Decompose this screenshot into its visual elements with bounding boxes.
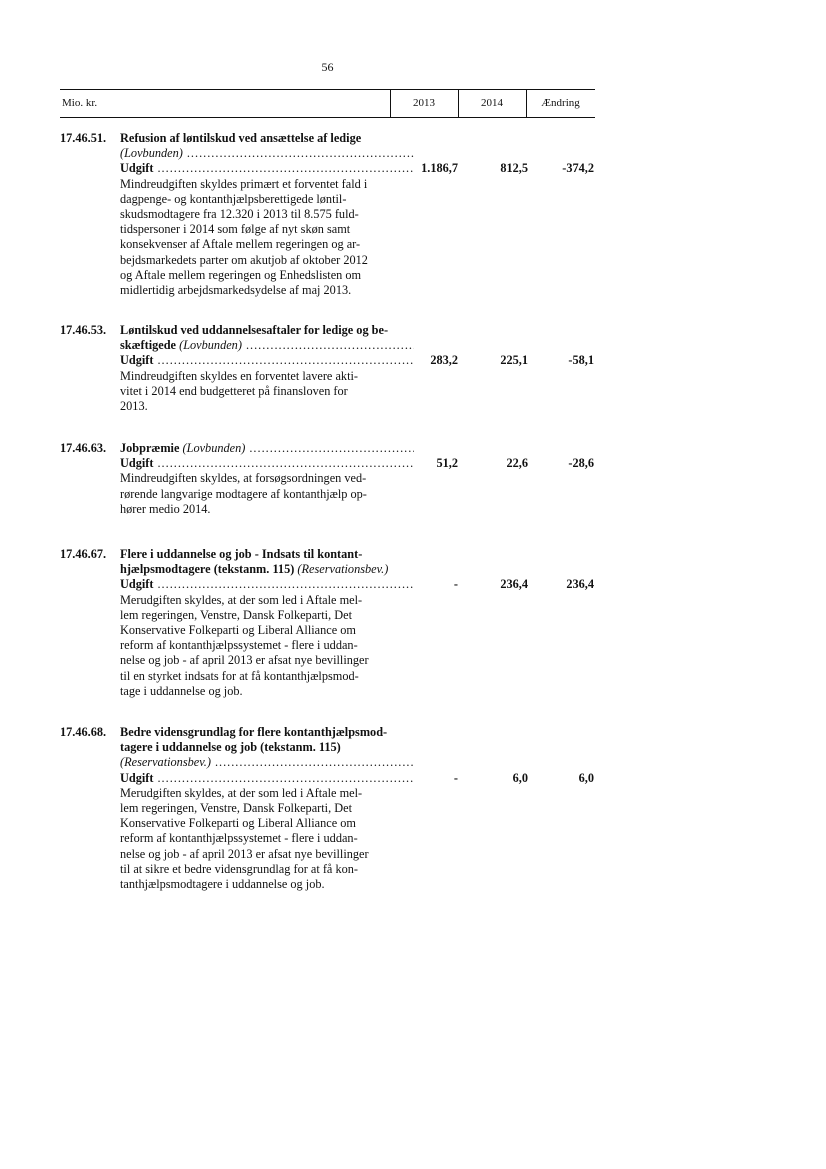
entry-text	[120, 177, 414, 299]
entry-text	[120, 471, 414, 517]
udgift-line	[120, 771, 414, 786]
header-change: Ændring	[541, 97, 580, 109]
entry-subtitle: (Lovbunden)	[179, 338, 242, 353]
text-line: rørende langvarige modtagere af kontanthjælp op-	[120, 486, 367, 501]
value-change: 6,0	[578, 770, 594, 785]
dot-leader	[187, 146, 414, 161]
value-change: -374,2	[562, 161, 594, 176]
entry-subtitle: (Lovbunden)	[182, 441, 246, 455]
entry-number: 17.46.68.	[60, 725, 107, 739]
text-line: skudsmodtagere fra 12.320 i 2013 til 8.575 fuld-	[120, 207, 359, 222]
entry-subtitle: (Reservationsbev.)	[297, 562, 389, 577]
entry-title: Løntilskud ved uddannelsesaftaler for ledige og be-	[120, 323, 389, 337]
entry-title: Jobpræmie	[120, 441, 180, 455]
text-line: dagpenge- og kontanthjælpsberettigede løntil-	[120, 191, 347, 206]
text-line: tanthjælpsmodtagere i uddannelse og job.	[120, 877, 325, 892]
text-line: lem regeringen, Venstre, Dansk Folkeparti, Det	[120, 607, 352, 622]
text-line: til en styrket indsats for at få kontanthjælpsmod-	[120, 668, 359, 683]
entry-subtitle-line	[120, 441, 414, 456]
header-label: Mio. kr.	[62, 97, 98, 109]
entry-title-line2: tagere i uddannelse og job (tekstanm. 115)	[120, 740, 341, 755]
text-line: Konservative Folkeparti og Liberal Alliance om	[120, 816, 356, 831]
text-line: reform af kontanthjælpssystemet - flere i uddan-	[120, 638, 358, 653]
text-line: midlertidig arbejdsmarkedsydelse af maj 2013.	[120, 283, 352, 298]
entry-title-tail: skæftigede	[120, 338, 177, 353]
text-line: og Aftale mellem regeringen og Enhedslisten om	[120, 267, 362, 282]
udgift-line	[120, 456, 414, 471]
text-line: konsekvenser af Aftale mellem regeringen og ar-	[120, 237, 361, 252]
udgift-line	[120, 161, 414, 176]
entry-subtitle-line	[120, 338, 414, 353]
text-line: nelse og job - af april 2013 er afsat nye bevillinger	[120, 653, 369, 668]
text-line: tage i uddannelse og job.	[120, 683, 243, 698]
dot-leader	[157, 353, 414, 368]
entry-number: 17.46.63.	[60, 441, 107, 455]
entry-title-tail: hjælpsmodtagere (tekstanm. 115)	[120, 562, 295, 577]
text-line: hører medio 2014.	[120, 501, 211, 516]
entry-subtitle: (Reservationsbev.)	[120, 755, 211, 770]
text-line: Merudgiften skyldes, at der som led i Aftale mel-	[120, 592, 363, 607]
text-line: bejdsmarkedets parter om akutjob af oktober 2012	[120, 252, 368, 267]
value-2013: 51,2	[436, 456, 458, 471]
dot-leader	[215, 755, 414, 770]
text-line: Merudgiften skyldes, at der som led i Aftale mel-	[120, 785, 363, 800]
value-2014: 22,6	[506, 456, 528, 471]
value-2014: 6,0	[512, 770, 528, 785]
header-2014: 2014	[481, 97, 503, 109]
page-number: 56	[321, 60, 334, 74]
text-line: vitet i 2014 end budgetteret på finansloven for	[120, 383, 348, 398]
entry-title: Bedre vidensgrundlag for flere kontanthjælpsmod-	[120, 725, 388, 739]
dot-leader	[157, 771, 414, 786]
value-2013: -	[453, 577, 458, 592]
entry-subtitle-line	[120, 146, 414, 161]
text-line: til at sikre et bedre vidensgrundlag for at få kon-	[120, 861, 358, 876]
entry-subtitle: (Lovbunden)	[120, 146, 183, 161]
value-2014: 236,4	[500, 577, 528, 592]
text-line: nelse og job - af april 2013 er afsat nye bevillinger	[120, 846, 369, 861]
header-rule-top	[60, 89, 595, 90]
text-line: tidspersoner i 2014 som følge af nyt skøn samt	[120, 222, 351, 237]
text-line: Mindreudgiften skyldes en forventet lavere akti-	[120, 368, 358, 383]
udgift-label: Udgift	[120, 577, 154, 592]
entry-description	[120, 441, 414, 517]
value-2013: 283,2	[430, 353, 458, 368]
entry-text	[120, 786, 414, 892]
entry-number: 17.46.67.	[60, 547, 107, 561]
dot-leader	[157, 577, 414, 592]
text-line: 2013.	[120, 399, 148, 414]
entry-text	[120, 369, 414, 415]
value-change: -58,1	[568, 353, 594, 368]
text-line: lem regeringen, Venstre, Dansk Folkeparti, Det	[120, 801, 352, 816]
entry-description	[120, 131, 414, 298]
entry-number: 17.46.53.	[60, 323, 107, 337]
value-2013: -	[453, 770, 458, 785]
text-line: Mindreudgiften skyldes primært et forventet fald i	[120, 176, 368, 191]
header-rule-bottom	[60, 117, 595, 118]
value-change: -28,6	[568, 456, 594, 471]
entry-title: Flere i uddannelse og job - Indsats til kontant-	[120, 547, 363, 561]
udgift-line	[120, 577, 414, 592]
dot-leader	[246, 338, 414, 353]
entry-number: 17.46.51.	[60, 131, 107, 145]
udgift-line	[120, 353, 414, 368]
entry-subtitle-line	[120, 562, 414, 577]
dot-leader	[157, 161, 414, 176]
udgift-label: Udgift	[120, 161, 154, 176]
text-line: Mindreudgiften skyldes, at forsøgsordningen ved-	[120, 471, 367, 486]
entry-description	[120, 547, 414, 699]
udgift-label: Udgift	[120, 353, 154, 368]
value-change: 236,4	[566, 577, 594, 592]
dot-leader	[249, 441, 414, 456]
header-2013: 2013	[413, 97, 435, 109]
dot-leader	[157, 456, 414, 471]
text-line: Konservative Folkeparti og Liberal Alliance om	[120, 623, 356, 638]
entry-title: Refusion af løntilskud ved ansættelse af ledige	[120, 131, 362, 145]
entry-text	[120, 593, 414, 699]
udgift-label: Udgift	[120, 770, 154, 785]
value-2014: 225,1	[500, 353, 528, 368]
entry-subtitle-line	[120, 755, 414, 770]
entry-description	[120, 323, 414, 414]
text-line: reform af kontanthjælpssystemet - flere i uddan-	[120, 831, 358, 846]
entry-description	[120, 725, 414, 892]
value-2014: 812,5	[500, 161, 528, 176]
value-2013: 1.186,7	[421, 161, 458, 176]
udgift-label: Udgift	[120, 456, 154, 471]
